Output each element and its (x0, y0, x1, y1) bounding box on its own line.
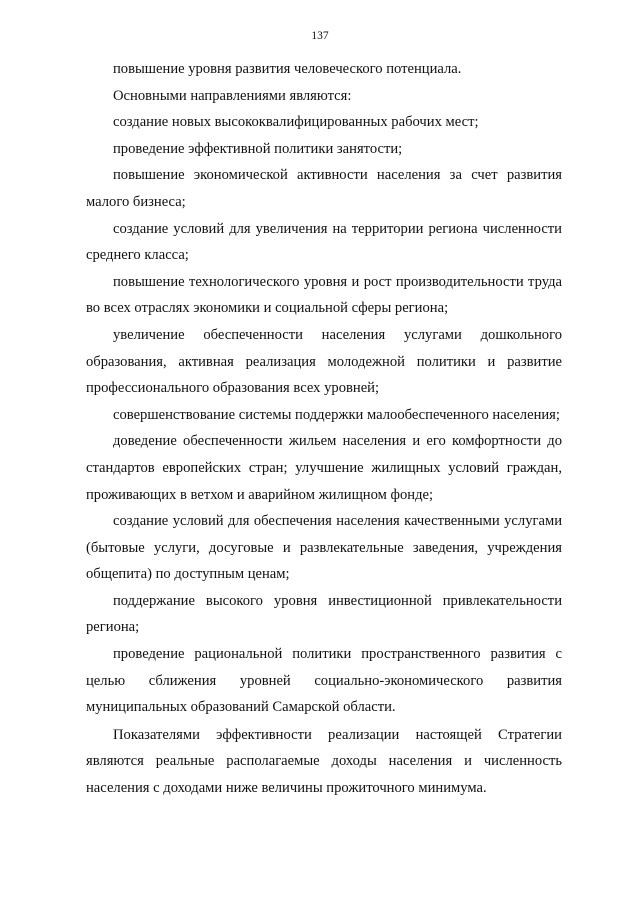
list-item: проведение эффективной политики занятости; (113, 140, 403, 157)
list-item: повышение технологического уровня и рост производительности труда во всех отраслях экономики и социальной сферы региона; (86, 273, 562, 317)
list-item: увеличение обеспеченности населения услугами дошкольного образования, активная реализация молодежной политики и развитие профессионального образования всех уровней; (86, 326, 562, 397)
paragraph: Показателями эффективности реализации настоящей Стратегии являются реальные располагаемые доходы населения и численность населения с доходами ниже величины прожиточного минимума. (86, 726, 562, 797)
list-item: проведение рациональной политики пространственного развития с целью сближения уровней социально-экономического развития муниципальных образований Самарской области. (86, 646, 562, 716)
paragraph: Основными направлениями являются: (113, 87, 352, 104)
list-item: создание новых высококвалифицированных рабочих мест; (113, 114, 479, 131)
list-item: доведение обеспеченности жильем населения и его комфортности до стандартов европейских стран; улучшение жилищных условий граждан, проживающих в ветхом и аварийном жилищном фонде; (86, 433, 562, 503)
page-body (86, 56, 562, 802)
list-item: создание условий для обеспечения населения качественными услугами (бытовые услуги, досуговые и развлекательные заведения, учреждения общепита) по доступным ценам; (86, 513, 562, 583)
list-item: создание условий для увеличения на территории региона численности среднего класса; (86, 220, 562, 264)
list-item: совершенствование системы поддержки малообеспеченного населения; (113, 406, 560, 423)
page-number: 137 (311, 30, 329, 42)
list-item: поддержание высокого уровня инвестиционной привлекательности региона; (86, 592, 562, 636)
list-item: повышение экономической активности населения за счет развития малого бизнеса; (86, 167, 562, 210)
paragraph: повышение уровня развития человеческого потенциала. (113, 61, 462, 77)
